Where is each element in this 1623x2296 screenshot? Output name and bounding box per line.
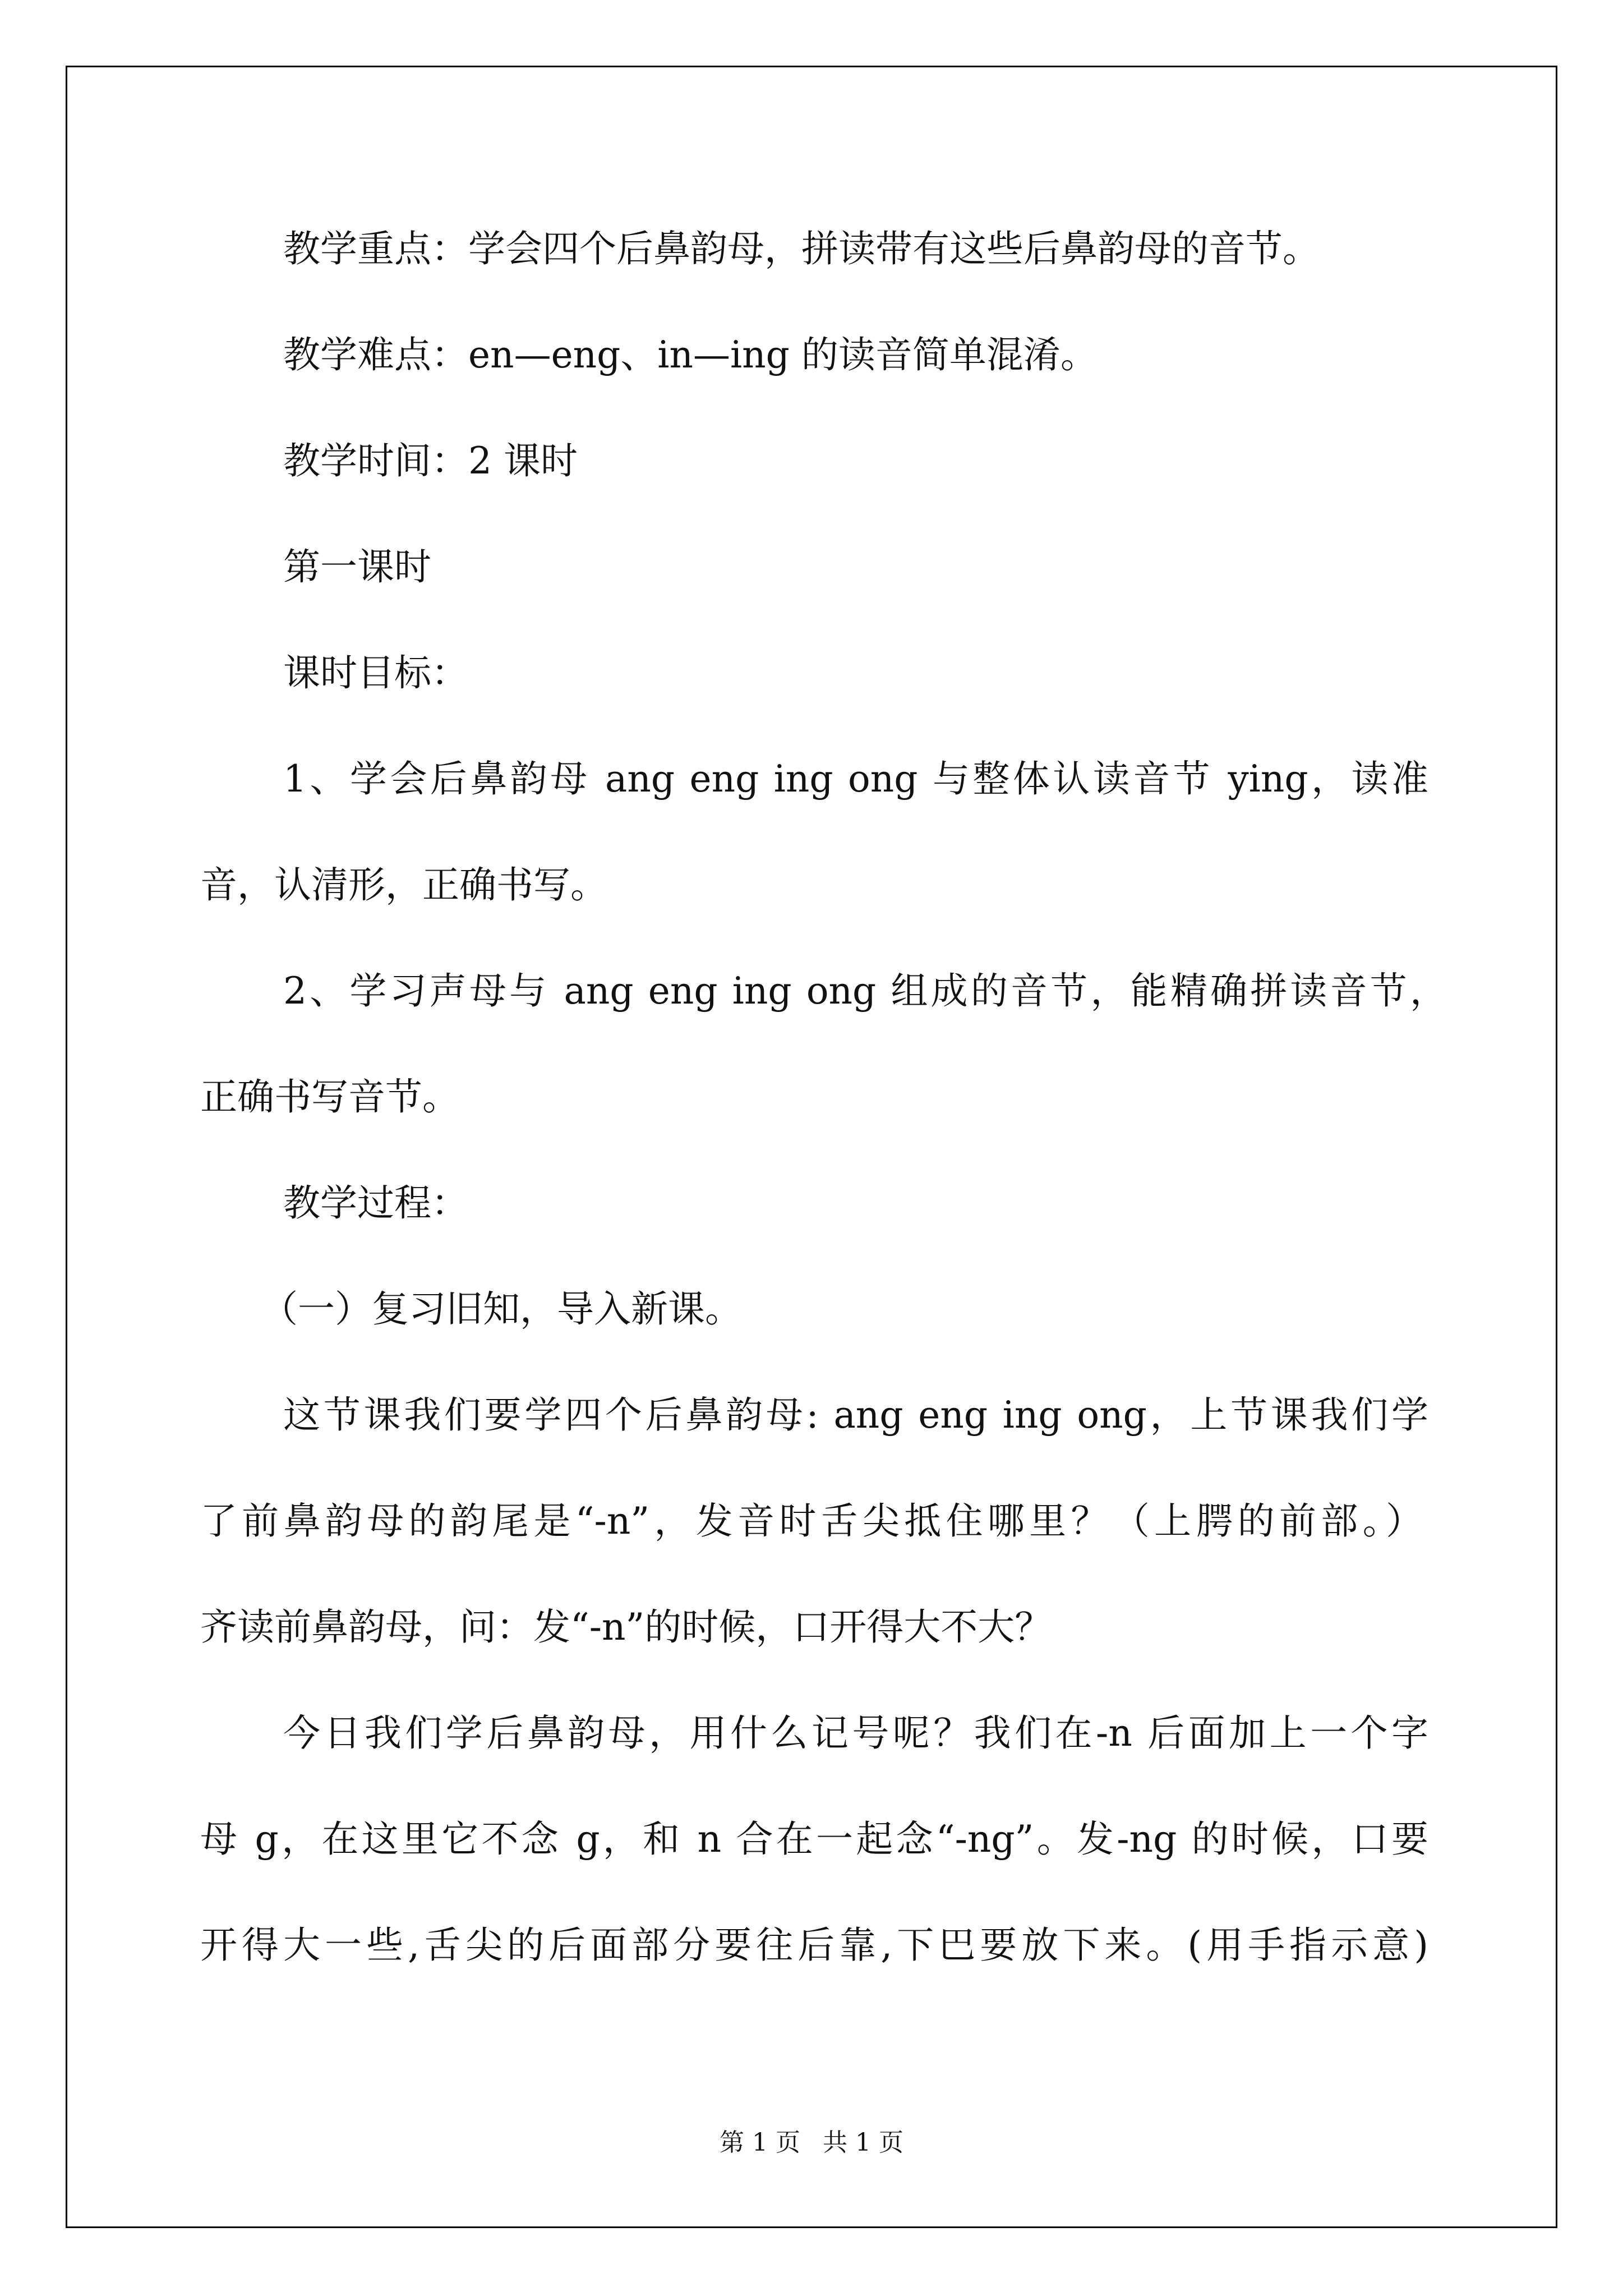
paragraph-line: 齐读前鼻韵母，问：发“-n”的时候，口开得大不大？ [200, 1605, 1052, 1649]
paragraph-line: 今日我们学后鼻韵母，用什么记号呢？我们在-n 后面加上一个字 [283, 1711, 1428, 1755]
paragraph-line: 音，认清形，正确书写。 [200, 863, 607, 907]
page-border [66, 66, 1557, 2228]
paragraph-line: （一）复习旧知，导入新课。 [261, 1287, 742, 1331]
page-total: 共 1 页 [823, 2128, 903, 2157]
page-number: 第 1 页 [720, 2128, 800, 2157]
paragraph-line: 这节课我们要学四个后鼻韵母: ang eng ing ong，上节课我们学 [283, 1393, 1428, 1437]
paragraph-line: 教学重点：学会四个后鼻韵母，拼读带有这些后鼻韵母的音节。 [283, 227, 1320, 270]
paragraph-line: 开得大一些,舌尖的后面部分要往后靠,下巴要放下来。(用手指示意) [200, 1924, 1428, 1967]
paragraph-line: 2、学习声母与 ang eng ing ong 组成的音节，能精确拼读音节， [283, 969, 1447, 1013]
section-heading: 第一课时 [283, 545, 431, 588]
paragraph-line: 了前鼻韵母的韵尾是“-n”，发音时舌尖抵住哪里？（上腭的前部。） [200, 1499, 1423, 1543]
paragraph-line: 教学难点：en—eng、in—ing 的读音简单混淆。 [283, 333, 1098, 376]
paragraph-line: 教学过程： [283, 1181, 468, 1225]
page-footer [0, 2126, 1623, 2160]
paragraph-line: 母 g，在这里它不念 g，和 n 合在一起念“-ng”。发-ng 的时候，口要 [200, 1818, 1428, 1861]
paragraph-line: 课时目标： [283, 651, 468, 694]
paragraph-line: 1、学会后鼻韵母 ang eng ing ong 与整体认读音节 ying，读准 [283, 757, 1428, 800]
paragraph-line: 教学时间：2 课时 [283, 439, 578, 482]
paragraph-line: 正确书写音节。 [200, 1075, 459, 1119]
